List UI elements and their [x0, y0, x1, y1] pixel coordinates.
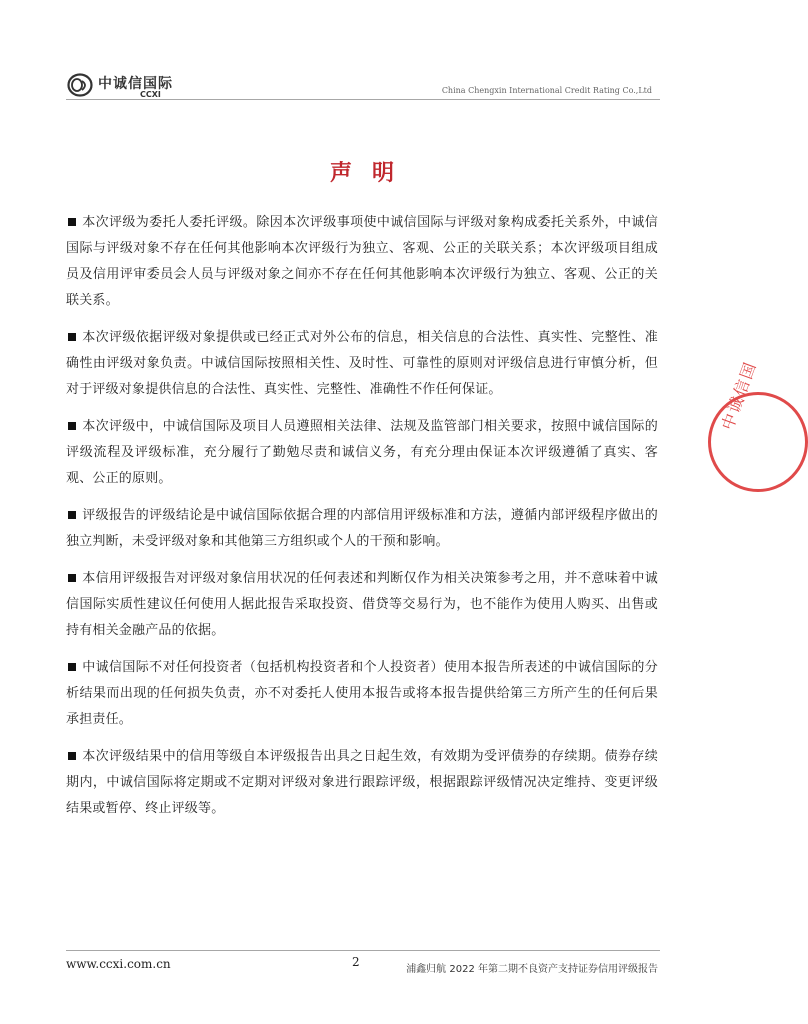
- seal-text: 中诚信国: [717, 358, 761, 433]
- ccxi-logo: [66, 70, 176, 100]
- footer-website: www.ccxi.com.cn: [66, 957, 171, 971]
- paragraph-text: 评级报告的评级结论是中诚信国际依据合理的内部信用评级标准和方法，遵循内部评级程序做出的独立判断，未受评级对象和其他第三方组织或个人的干预和影响。: [66, 508, 658, 549]
- header-company-name: China Chengxin International Credit Rating Co.,Ltd: [441, 86, 652, 95]
- page-title: 声明: [329, 160, 414, 186]
- footer-document-title: 浦鑫归航 2022 年第二期不良资产支持证券信用评级报告: [406, 964, 658, 975]
- logo-chinese-name: 中诚信国际: [98, 76, 173, 92]
- company-seal: [708, 358, 808, 492]
- square-bullet-icon: [68, 752, 76, 760]
- page-header: [66, 70, 658, 100]
- square-bullet-icon: [68, 333, 76, 341]
- square-bullet-icon: [68, 663, 76, 671]
- statement-body: [66, 210, 658, 833]
- paragraph-text: 本次评级中，中诚信国际及项目人员遵照相关法律、法规及监管部门相关要求，按照中诚信国际的评级流程及评级标准，充分履行了勤勉尽责和诚信义务，有充分理由保证本次评级遵循了真实、客观、公正的原则。: [66, 419, 658, 486]
- page-number: 2: [352, 955, 360, 969]
- statement-paragraph: [66, 414, 658, 492]
- paragraph-text: 中诚信国际不对任何投资者（包括机构投资者和个人投资者）使用本报告所表述的中诚信国际的分析结果而出现的任何损失负责，亦不对委托人使用本报告或将本报告提供给第三方所产生的任何后果承担责任。: [66, 660, 658, 727]
- square-bullet-icon: [68, 422, 76, 430]
- statement-paragraph: [66, 566, 658, 644]
- paragraph-text: 本次评级结果中的信用等级自本评级报告出具之日起生效，有效期为受评债券的存续期。债券存续期内，中诚信国际将定期或不定期对评级对象进行跟踪评级，根据跟踪评级情况决定维持、变更评级结果或暂停、终止评级等。: [66, 749, 658, 816]
- ccxi-logo-mark-icon: [66, 72, 94, 98]
- square-bullet-icon: [68, 574, 76, 582]
- footer-divider: [66, 950, 660, 951]
- statement-paragraph: [66, 655, 658, 733]
- paragraph-text: 本信用评级报告对评级对象信用状况的任何表述和判断仅作为相关决策参考之用，并不意味着中诚信国际实质性建议任何使用人据此报告采取投资、借贷等交易行为，也不能作为使用人购买、出售或持有相关金融产品的依据。: [66, 571, 658, 638]
- statement-paragraph: [66, 210, 658, 314]
- statement-paragraph: [66, 503, 658, 555]
- statement-paragraph: [66, 325, 658, 403]
- square-bullet-icon: [68, 511, 76, 519]
- square-bullet-icon: [68, 218, 76, 226]
- statement-paragraph: [66, 744, 658, 822]
- paragraph-text: 本次评级为委托人委托评级。除因本次评级事项使中诚信国际与评级对象构成委托关系外，中诚信国际与评级对象不存在任何其他影响本次评级行为独立、客观、公正的关联关系；本次评级项目组成员及信用评审委员会人员与评级对象之间亦不存在任何其他影响本次评级行为独立、客观、公正的关联关系。: [66, 215, 658, 308]
- logo-english-name: CCXI: [140, 90, 161, 99]
- paragraph-text: 本次评级依据评级对象提供或已经正式对外公布的信息，相关信息的合法性、真实性、完整性、准确性由评级对象负责。中诚信国际按照相关性、及时性、可靠性的原则对评级信息进行审慎分析，但对于评级对象提供信息的合法性、真实性、完整性、准确性不作任何保证。: [66, 330, 658, 397]
- header-divider: [66, 99, 660, 100]
